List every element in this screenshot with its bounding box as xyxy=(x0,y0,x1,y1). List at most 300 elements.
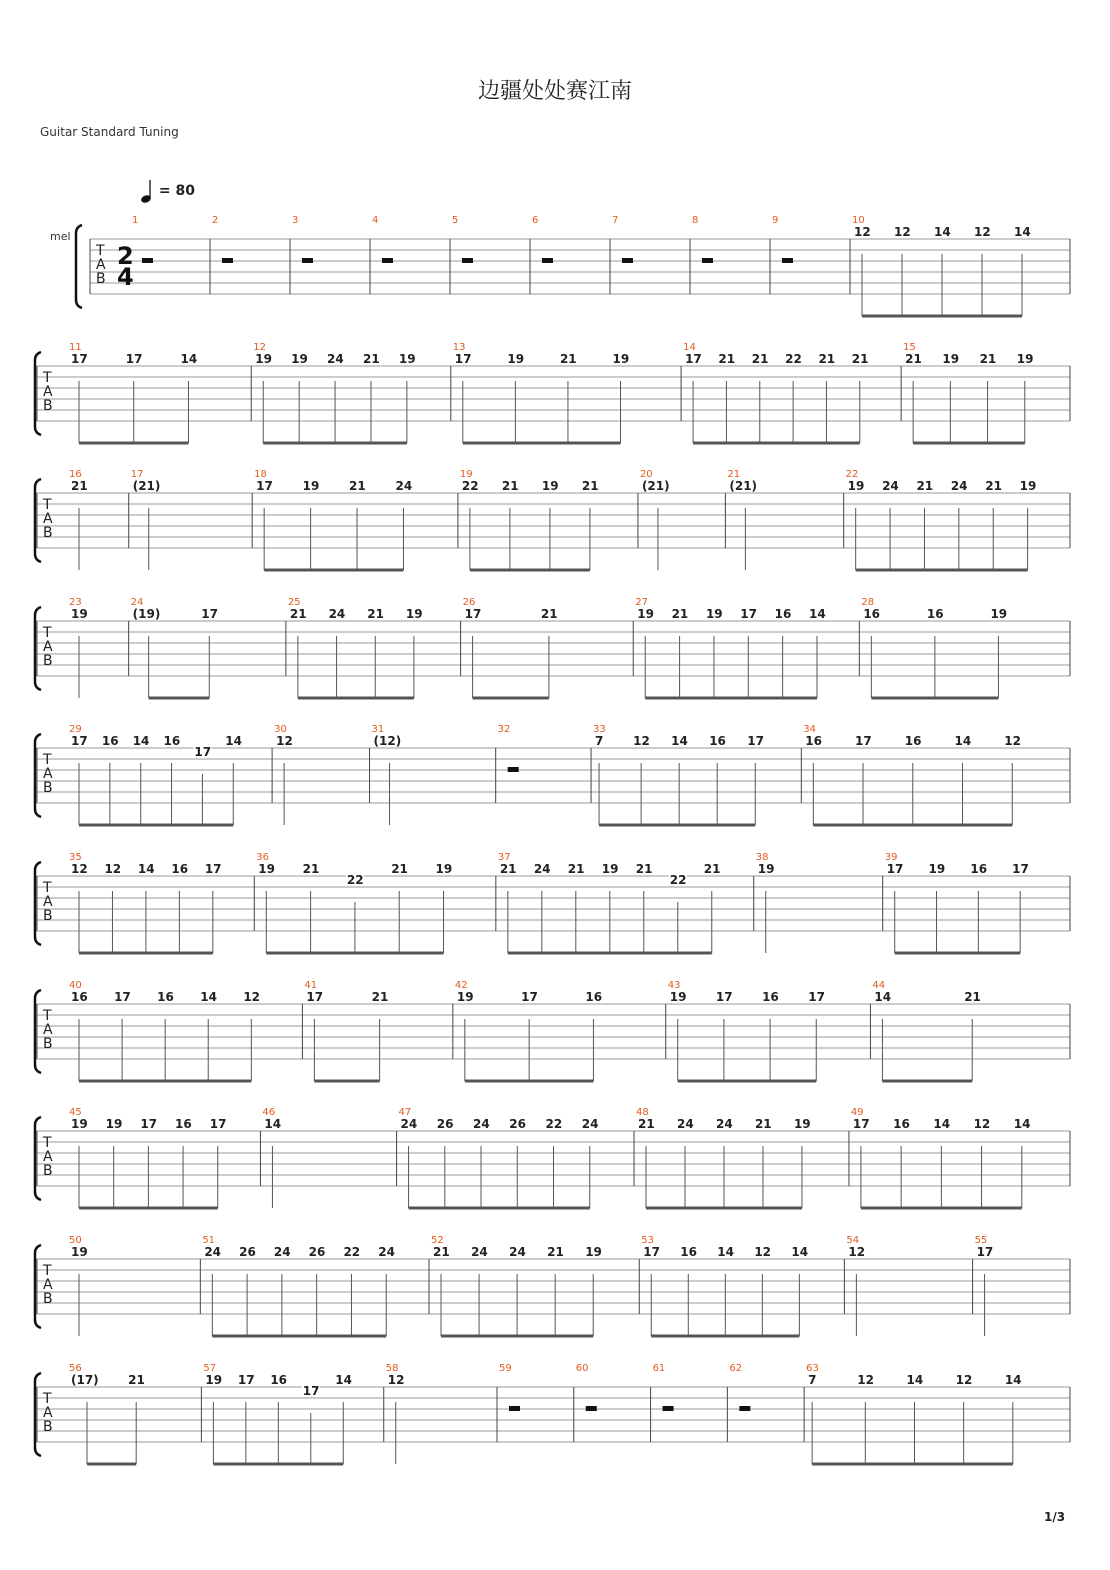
fret-number: 14 xyxy=(906,1373,924,1387)
measure xyxy=(861,597,1007,698)
tab-clef-letter: T xyxy=(43,1391,52,1407)
measure-number: 61 xyxy=(652,1363,666,1374)
measure-number: 19 xyxy=(459,469,473,480)
measure-number: 20 xyxy=(639,469,653,480)
fret-number: 17 xyxy=(747,734,764,748)
fret-number: 14 xyxy=(1013,1117,1031,1131)
measure-number: 44 xyxy=(872,980,886,991)
measure xyxy=(975,1235,994,1336)
fret-number: 17 xyxy=(256,479,273,493)
tab-clef-letter: A xyxy=(43,511,53,527)
measure-number: 30 xyxy=(274,724,287,735)
fret-number: 17 xyxy=(302,1384,320,1398)
fret-number: 24 xyxy=(882,479,899,493)
system-bracket xyxy=(76,225,82,308)
tab-clef-letter: B xyxy=(43,908,53,924)
measure-number: 2 xyxy=(212,215,219,226)
fret-number: 21 xyxy=(703,862,721,876)
measure-number: 38 xyxy=(755,852,769,863)
fret-number: 16 xyxy=(762,990,779,1004)
tab-clef-letter: T xyxy=(43,497,52,513)
tab-clef-letter: T xyxy=(43,880,52,896)
measure-number: 47 xyxy=(398,1107,412,1118)
measure-number: 32 xyxy=(497,724,511,735)
fret-number: 12 xyxy=(974,225,991,239)
tab-clef-letter: T xyxy=(43,752,52,768)
fret-number: 17 xyxy=(464,607,482,621)
measure-number: 52 xyxy=(431,1235,444,1246)
fret-number: 21 xyxy=(718,352,736,366)
rest-symbol xyxy=(462,258,473,263)
fret-number: 22 xyxy=(669,873,687,887)
fret-number: 24 xyxy=(715,1117,733,1131)
fret-number: 21 xyxy=(391,862,408,876)
fret-number: 17 xyxy=(71,352,88,366)
fret-number: 24 xyxy=(204,1245,222,1259)
fret-number: 21 xyxy=(916,479,934,493)
measure xyxy=(756,852,775,953)
tab-clef-letter: T xyxy=(43,1008,52,1024)
tuning-label: Guitar Standard Tuning xyxy=(40,125,179,139)
rest-symbol xyxy=(509,1406,520,1411)
fret-number: 19 xyxy=(71,1245,88,1259)
fret-number: 24 xyxy=(471,1245,488,1259)
fret-number: 21 xyxy=(371,990,389,1004)
fret-number: 17 xyxy=(194,745,212,759)
measure-number: 39 xyxy=(884,852,898,863)
measure xyxy=(498,852,721,953)
fret-number: 17 xyxy=(237,1373,255,1387)
fret-number: 21 xyxy=(635,862,653,876)
measure-number: 57 xyxy=(203,1363,217,1374)
fret-number: 17 xyxy=(454,352,472,366)
measure xyxy=(262,1107,281,1208)
measure xyxy=(846,1235,865,1336)
fret-number: 24 xyxy=(676,1117,694,1131)
fret-number: 19 xyxy=(507,352,525,366)
fret-number: 22 xyxy=(343,1245,361,1259)
measure-number: 16 xyxy=(69,469,82,480)
fret-number: 17 xyxy=(976,1245,994,1259)
fret-number: 16 xyxy=(805,734,823,748)
measure xyxy=(386,1363,405,1464)
measure xyxy=(593,724,764,825)
measure xyxy=(69,724,242,825)
fret-number: 17 xyxy=(855,734,872,748)
fret-number: 19 xyxy=(847,479,865,493)
measure-number: 35 xyxy=(69,852,82,863)
tab-clef-letter: B xyxy=(43,780,53,796)
measure-number: 9 xyxy=(772,215,779,226)
fret-number: (17) xyxy=(71,1373,99,1387)
measure xyxy=(253,342,416,443)
fret-number: 16 xyxy=(774,607,792,621)
fret-number: 19 xyxy=(637,607,654,621)
tab-system xyxy=(35,342,1070,443)
measure xyxy=(852,215,1031,316)
fret-number: 21 xyxy=(501,479,519,493)
fret-number: 14 xyxy=(264,1117,282,1131)
fret-number: 17 xyxy=(521,990,538,1004)
tab-clef-letter: T xyxy=(43,625,52,641)
tab-clef-letter: B xyxy=(43,1291,53,1307)
measure xyxy=(851,1107,1031,1208)
instrument-label: mel xyxy=(50,230,71,243)
measure xyxy=(69,1107,227,1208)
fret-number: 17 xyxy=(71,734,88,748)
tab-clef-letter: A xyxy=(96,257,106,273)
fret-number: 17 xyxy=(685,352,702,366)
measure-number: 54 xyxy=(846,1235,860,1246)
tab-system xyxy=(35,980,1070,1081)
fret-number: 12 xyxy=(104,862,122,876)
tab-clef-letter: A xyxy=(43,639,53,655)
tab-system xyxy=(35,1235,1070,1336)
fret-number: 21 xyxy=(349,479,366,493)
fret-number: 21 xyxy=(979,352,997,366)
fret-number: 21 xyxy=(964,990,981,1004)
measure xyxy=(803,724,1021,825)
fret-number: 19 xyxy=(942,352,960,366)
fret-number: 19 xyxy=(669,990,687,1004)
measure xyxy=(872,980,981,1081)
fret-number: 19 xyxy=(71,607,88,621)
measure-number: 15 xyxy=(903,342,916,353)
rest-symbol xyxy=(622,258,633,263)
fret-number: 17 xyxy=(740,607,757,621)
fret-number: 26 xyxy=(436,1117,454,1131)
measure-number: 31 xyxy=(371,724,385,735)
measure-number: 58 xyxy=(385,1363,399,1374)
fret-number: 21 xyxy=(289,607,307,621)
measure-number: 24 xyxy=(130,597,144,608)
fret-number: 14 xyxy=(933,1117,951,1131)
fret-number: 22 xyxy=(785,352,802,366)
fret-number: 19 xyxy=(601,862,619,876)
fret-number: 17 xyxy=(715,990,733,1004)
fret-number: 21 xyxy=(302,862,320,876)
fret-number: 7 xyxy=(595,734,604,748)
fret-number: 12 xyxy=(894,225,911,239)
fret-number: 19 xyxy=(456,990,474,1004)
measure-number: 25 xyxy=(287,597,301,608)
measure-number: 4 xyxy=(372,215,379,226)
system-bracket xyxy=(35,1245,41,1328)
rest-symbol xyxy=(382,258,393,263)
fret-number: 16 xyxy=(71,990,88,1004)
fret-number: 16 xyxy=(270,1373,288,1387)
measure xyxy=(683,342,869,443)
fret-number: 21 xyxy=(818,352,836,366)
tab-clef-letter: A xyxy=(43,1149,53,1165)
fret-number: 19 xyxy=(928,862,946,876)
fret-number: 21 xyxy=(754,1117,772,1131)
fret-number: 21 xyxy=(547,1245,564,1259)
tab-clef-letter: B xyxy=(43,653,53,669)
tab-system xyxy=(35,724,1070,825)
fret-number: 24 xyxy=(950,479,968,493)
fret-number: 19 xyxy=(1019,479,1037,493)
tab-system xyxy=(35,1363,1070,1464)
rest-symbol xyxy=(302,258,313,263)
fret-number: 21 xyxy=(638,1117,655,1131)
tab-clef-letter: A xyxy=(43,1405,53,1421)
fret-number: 14 xyxy=(1014,225,1031,239)
measure xyxy=(69,342,197,443)
tab-clef-letter: B xyxy=(43,525,53,541)
measure-number: 29 xyxy=(69,724,82,735)
measure xyxy=(640,469,675,570)
fret-number: 14 xyxy=(934,225,951,239)
fret-number: 26 xyxy=(239,1245,256,1259)
measure-number: 23 xyxy=(69,597,82,608)
score-title: 边疆处处赛江南 xyxy=(477,79,632,104)
measure-number: 12 xyxy=(253,342,266,353)
measure xyxy=(668,980,826,1081)
system-bracket xyxy=(35,479,41,562)
tab-clef-letter: A xyxy=(43,766,53,782)
fret-number: 19 xyxy=(205,1373,223,1387)
fret-number: 19 xyxy=(541,479,559,493)
measure-number: 36 xyxy=(256,852,270,863)
fret-number: 24 xyxy=(327,352,344,366)
measure xyxy=(69,469,88,570)
measure-number: 34 xyxy=(803,724,817,735)
measure-number: 7 xyxy=(612,215,619,226)
fret-number: 17 xyxy=(643,1245,660,1259)
measure xyxy=(69,1363,145,1464)
fret-number: 16 xyxy=(893,1117,910,1131)
measure xyxy=(846,469,1037,570)
measure-number: 42 xyxy=(454,980,468,991)
measure-number: 41 xyxy=(304,980,318,991)
fret-number: 17 xyxy=(140,1117,158,1131)
fret-number: 19 xyxy=(435,862,453,876)
fret-number: (12) xyxy=(373,734,402,748)
fret-number: 16 xyxy=(904,734,922,748)
tab-clef-letter: A xyxy=(43,1277,53,1293)
system-bracket xyxy=(35,734,41,817)
measure-number: 37 xyxy=(497,852,511,863)
measure-number: 63 xyxy=(806,1363,819,1374)
measure xyxy=(304,980,388,1081)
fret-number: 16 xyxy=(157,990,174,1004)
tab-clef-letter: A xyxy=(43,1022,53,1038)
measure-number: 10 xyxy=(852,215,865,226)
measure-number: 3 xyxy=(292,215,299,226)
fret-number: 21 xyxy=(751,352,769,366)
rest-symbol xyxy=(702,258,713,263)
fret-number: 12 xyxy=(857,1373,875,1387)
fret-number: 17 xyxy=(209,1117,227,1131)
fret-number: 12 xyxy=(973,1117,991,1131)
measure-number: 49 xyxy=(850,1107,864,1118)
measure-number: 8 xyxy=(692,215,699,226)
tab-system xyxy=(35,1107,1070,1208)
tab-system xyxy=(35,469,1070,570)
fret-number: 16 xyxy=(926,607,944,621)
fret-number: 24 xyxy=(273,1245,291,1259)
fret-number: 14 xyxy=(954,734,972,748)
measure-number: 33 xyxy=(593,724,606,735)
tab-clef-letter: B xyxy=(43,1036,53,1052)
tab-system xyxy=(35,852,1070,953)
fret-number: 24 xyxy=(533,862,551,876)
fret-number: 17 xyxy=(201,607,218,621)
time-signature-top: 2 xyxy=(117,242,134,270)
fret-number: 21 xyxy=(367,607,384,621)
fret-number: 21 xyxy=(851,352,869,366)
measure-number: 17 xyxy=(130,469,144,480)
measure-number: 1 xyxy=(132,215,139,226)
measure-number: 55 xyxy=(974,1235,988,1246)
tab-clef-letter: B xyxy=(43,1419,53,1435)
measure xyxy=(288,597,423,698)
fret-number: 12 xyxy=(243,990,261,1004)
rest-symbol xyxy=(663,1406,674,1411)
fret-number: 24 xyxy=(581,1117,599,1131)
measure xyxy=(641,1235,808,1336)
tab-system xyxy=(35,597,1070,698)
measure xyxy=(131,597,219,698)
fret-number: 21 xyxy=(985,479,1002,493)
measure xyxy=(274,724,293,825)
measure-number: 51 xyxy=(202,1235,216,1246)
measure-number: 27 xyxy=(635,597,648,608)
measure-number: 45 xyxy=(69,1107,82,1118)
fret-number: 26 xyxy=(308,1245,326,1259)
measure xyxy=(460,469,599,570)
tab-clef-letter: A xyxy=(43,384,53,400)
fret-number: 24 xyxy=(400,1117,418,1131)
fret-number: 19 xyxy=(585,1245,602,1259)
fret-number: 19 xyxy=(990,607,1008,621)
measure-number: 18 xyxy=(254,469,267,480)
fret-number: 14 xyxy=(180,352,198,366)
fret-number: 12 xyxy=(276,734,293,748)
measure xyxy=(903,342,1034,443)
measure-number: 28 xyxy=(861,597,875,608)
fret-number: 12 xyxy=(854,225,871,239)
measure-number: 50 xyxy=(69,1235,82,1246)
fret-number: 19 xyxy=(302,479,320,493)
fret-number: 19 xyxy=(705,607,723,621)
fret-number: 21 xyxy=(71,479,88,493)
fret-number: 17 xyxy=(125,352,143,366)
measure xyxy=(69,980,260,1081)
fret-number: (21) xyxy=(132,479,161,493)
fret-number: 26 xyxy=(509,1117,526,1131)
page-number: 1/3 xyxy=(1044,1510,1066,1524)
tab-clef-letter: T xyxy=(96,243,105,259)
fret-number: 21 xyxy=(567,862,585,876)
fret-number: 16 xyxy=(585,990,603,1004)
fret-number: 21 xyxy=(581,479,599,493)
tab-clef-letter: T xyxy=(43,1135,52,1151)
measure-number: 56 xyxy=(69,1363,82,1374)
fret-number: 14 xyxy=(808,607,826,621)
fret-number: 21 xyxy=(433,1245,450,1259)
fret-number: 21 xyxy=(362,352,380,366)
system-bracket xyxy=(35,1117,41,1200)
fret-number: 14 xyxy=(1004,1373,1022,1387)
fret-number: 21 xyxy=(671,607,689,621)
fret-number: 7 xyxy=(808,1373,817,1387)
system-bracket xyxy=(35,352,41,435)
measure xyxy=(885,852,1029,953)
fret-number: 24 xyxy=(328,607,346,621)
measure-number: 14 xyxy=(683,342,696,353)
tab-clef-letter: T xyxy=(43,370,52,386)
fret-number: 17 xyxy=(114,990,131,1004)
measure-number: 21 xyxy=(727,469,741,480)
tab-clef-letter: A xyxy=(43,894,53,910)
measure xyxy=(69,852,222,953)
tab-clef-letter: B xyxy=(43,398,53,414)
rest-symbol xyxy=(542,258,553,263)
measure xyxy=(727,469,762,570)
rest-symbol xyxy=(142,258,153,263)
fret-number: 19 xyxy=(291,352,308,366)
measure-number: 59 xyxy=(498,1363,512,1374)
measure xyxy=(254,469,412,570)
fret-number: 21 xyxy=(499,862,517,876)
fret-number: 16 xyxy=(175,1117,192,1131)
fret-number: 14 xyxy=(132,734,150,748)
fret-number: 21 xyxy=(540,607,558,621)
fret-number: 16 xyxy=(970,862,988,876)
fret-number: 17 xyxy=(886,862,904,876)
fret-number: 14 xyxy=(717,1245,735,1259)
fret-number: 21 xyxy=(559,352,577,366)
measure-number: 48 xyxy=(636,1107,649,1118)
fret-number: 19 xyxy=(793,1117,811,1131)
measure-number: 13 xyxy=(452,342,466,353)
fret-number: 24 xyxy=(378,1245,395,1259)
measure xyxy=(202,1235,395,1336)
measure xyxy=(372,724,407,825)
rest-symbol xyxy=(586,1406,597,1411)
fret-number: 24 xyxy=(473,1117,490,1131)
fret-number: 14 xyxy=(874,990,892,1004)
fret-number: 14 xyxy=(225,734,242,748)
fret-number: 12 xyxy=(71,862,88,876)
fret-number: 22 xyxy=(461,479,479,493)
fret-number: 17 xyxy=(808,990,825,1004)
measure-number: 6 xyxy=(532,215,539,226)
measure xyxy=(69,597,88,698)
measure-number: 60 xyxy=(575,1363,589,1374)
fret-number: (19) xyxy=(132,607,161,621)
measure-number: 46 xyxy=(262,1107,276,1118)
fret-number: 16 xyxy=(101,734,119,748)
measure xyxy=(453,342,630,443)
measure xyxy=(636,1107,811,1208)
fret-number: (21) xyxy=(641,479,670,493)
fret-number: 19 xyxy=(405,607,423,621)
measure xyxy=(256,852,452,953)
fret-number: 24 xyxy=(509,1245,526,1259)
fret-number: 14 xyxy=(671,734,688,748)
fret-number: 14 xyxy=(791,1245,809,1259)
fret-number: 17 xyxy=(1012,862,1029,876)
fret-number: 14 xyxy=(137,862,155,876)
fret-number: 14 xyxy=(200,990,217,1004)
fret-number: 12 xyxy=(1004,734,1021,748)
fret-number: 19 xyxy=(71,1117,88,1131)
fret-number: 19 xyxy=(258,862,275,876)
measure xyxy=(463,597,558,698)
